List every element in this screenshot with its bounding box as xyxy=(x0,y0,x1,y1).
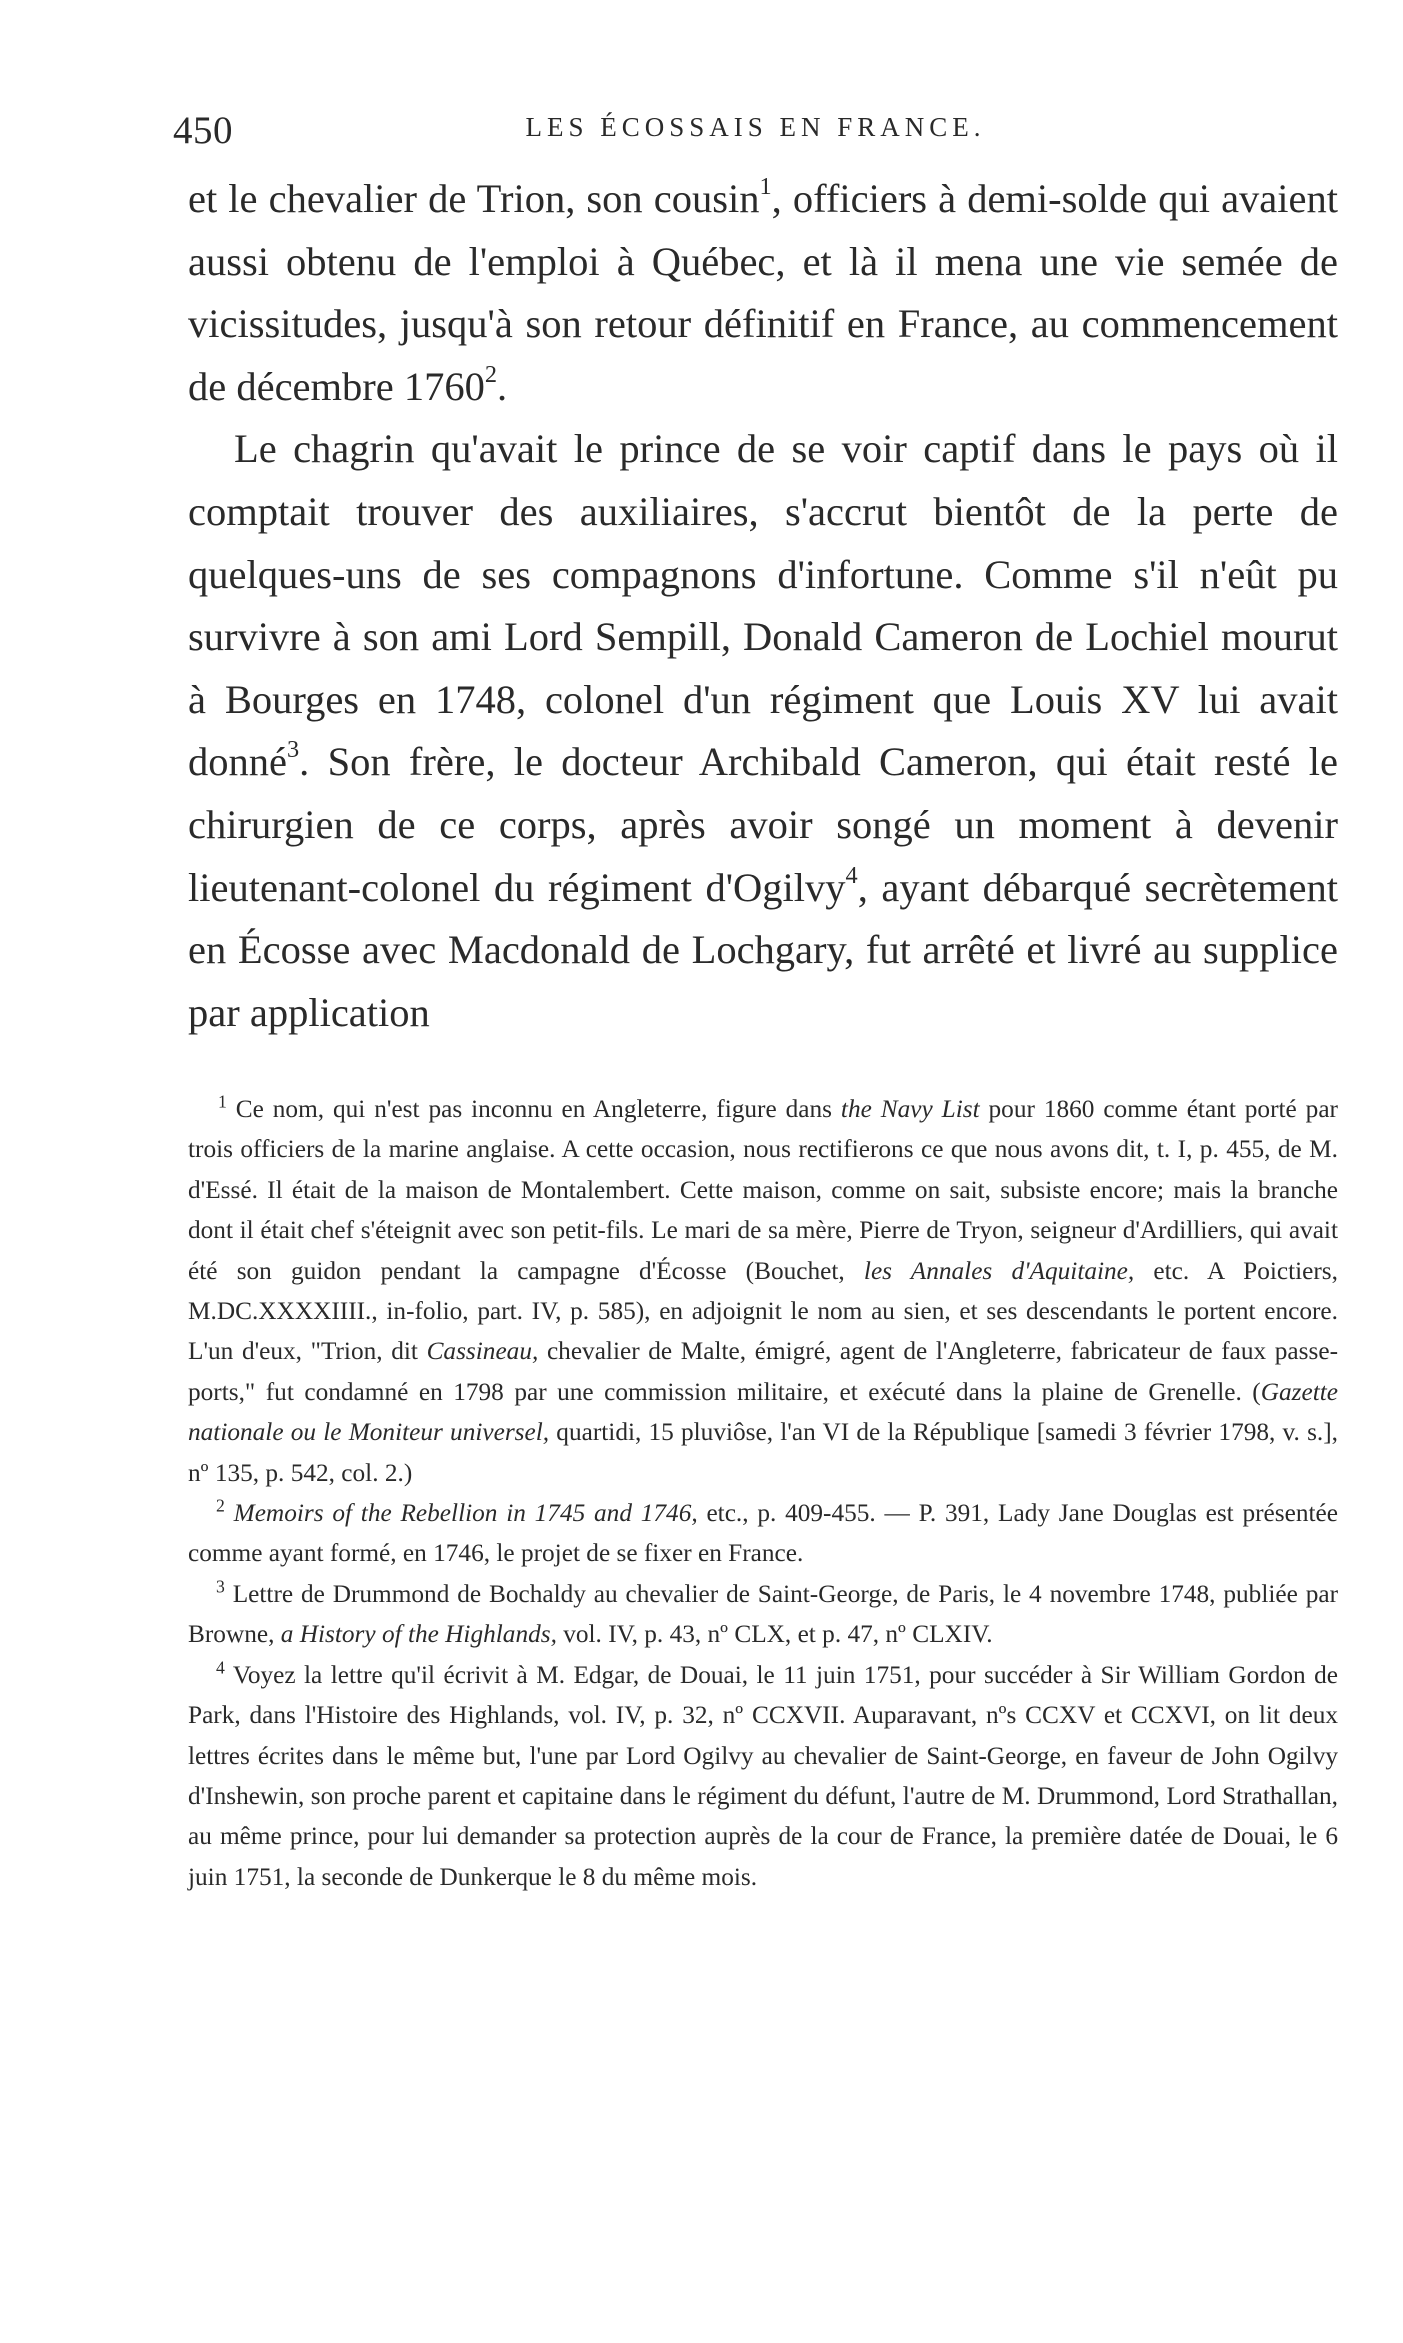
footnote-ref-2: 2 xyxy=(484,360,498,388)
footnote-text: Lettre de Drummond de Bochaldy au chevalier de Saint-George, de Paris, le 4 novembre 1748, publiée par Browne, xyxy=(188,1579,1338,1649)
footnote-text: quartidi, 15 pluviôse, l'an VI de la République [samedi 3 février 1798, v. s.], nº 135, p. 542, col. 2.) xyxy=(188,1418,1338,1487)
footnote-ref-4: 4 xyxy=(845,861,858,889)
footnote-mark: 1 xyxy=(218,1091,227,1112)
footnote-text: chevalier de Malte, émigré, agent de l'Angleterre, fabricateur de faux passe-ports," fut condamné en 1798 par une commission militaire, et exécuté dans la plaine de Grenelle. ( xyxy=(188,1337,1339,1406)
footnote-italic: Cassineau, xyxy=(426,1337,539,1366)
footnote-text: pour 1860 comme étant porté par trois officiers de la marine anglaise. A cette occasion, nous rectifierons ce que nous avons dit, t. I, p. 455, de M. d'Essé. Il était de la maison de Montalembert. Cette maison, comme on sait, subsiste encore; mais la branche dont il était chef s'éteignit avec son petit-fils. Le mari de sa mère, Pierre de Tryon, seigneur d'Ardilliers, qui avait été son guidon pendant la campagne d'Écosse (Bouchet, xyxy=(188,1095,1338,1285)
footnote-italic: a History of the Highlands, xyxy=(280,1620,557,1649)
main-text xyxy=(188,168,1338,1044)
footnote-text: Ce nom, qui n'est pas inconnu en Angleterre, figure dans xyxy=(235,1095,841,1123)
footnote-ref-3: 3 xyxy=(286,736,300,764)
footnote-3 xyxy=(188,1574,1338,1655)
footnote-text: vol. IV, p. 43, nº CLX, et p. 47, nº CLXIV. xyxy=(556,1620,993,1649)
footnote-text: Voyez la lettre qu'il écrivit à M. Edgar, de Douai, le 11 juin 1751, pour succéder à Sir William Gordon de Park, dans l'Histoire des Highlands, vol. IV, p. 32, nº CCXVII. Auparavant, nºs CCXV et CCXVI, on lit deux lettres écrites dans le même but, l'une par Lord Ogilvy au chevalier de Saint-George, en faveur de John Ogilvy d'Inshewin, son proche parent et capitaine dans le régiment du défunt, l'autre de M. Drummond, Lord Strathallan, au même prince, pour lui demander sa protection auprès de la cour de France, la première datée de Douai, le 6 juin 1751, la seconde de Dunkerque le 8 du même mois. xyxy=(188,1660,1338,1891)
footnote-italic: les Annales d'Aquitaine, xyxy=(863,1256,1135,1285)
footnotes xyxy=(188,1089,1338,1897)
page-number: 450 xyxy=(173,109,233,152)
footnote-italic: Memoirs of the Rebellion in 1745 and 1746, xyxy=(233,1499,698,1528)
text-run: Le chagrin qu'avait le prince de se voir captif dans le pays où il comptait trouver des auxiliaires, s'accrut bientôt de la perte de quelques-uns de ses compagnons d'infortune. Comme s'il n'eût pu survivre à son ami Lord Sempill, Donald Cameron de Lochiel mourut à Bourges en 1748, colonel d'un régiment que Louis XV lui avait donné xyxy=(188,426,1338,785)
footnote-italic: the Navy List xyxy=(840,1095,980,1123)
text-run: , ayant débarqué secrètement en Écosse avec Macdonald de Lochgary, fut arrêté et livré au supplice par application xyxy=(188,864,1338,1035)
footnote-mark: 3 xyxy=(216,1576,225,1597)
text-run: . xyxy=(497,363,508,409)
running-title: LES ÉCOSSAIS EN FRANCE. xyxy=(525,112,986,142)
footnote-mark: 4 xyxy=(216,1656,225,1677)
footnote-mark: 2 xyxy=(216,1495,225,1516)
footnote-4 xyxy=(188,1655,1338,1897)
paragraph-1 xyxy=(188,168,1338,418)
footnote-1 xyxy=(188,1089,1338,1493)
footnote-italic: Gazette nationale ou le Moniteur universel, xyxy=(188,1377,1338,1447)
page-header xyxy=(173,108,1338,158)
paragraph-2 xyxy=(188,418,1338,1044)
footnote-text: etc., p. 409-455. — P. 391, Lady Jane Douglas est présentée comme ayant formé, en 1746, le projet de se fixer en France. xyxy=(188,1499,1338,1568)
footnote-text: etc. A Poictiers, M.DC.XXXXIIII., in-folio, part. IV, p. 585), en adjoignit le nom au sien, et ses descendants le portent encore. L'un d'eux, "Trion, dit xyxy=(188,1256,1338,1366)
text-run: , officiers à demi-solde qui avaient aussi obtenu de l'emploi à Québec, et là il mena une vie semée de vicissitudes, jusqu'à son retour définitif en France, au commencement de décembre 1760 xyxy=(188,176,1339,409)
footnote-ref-1: 1 xyxy=(759,172,772,200)
text-run: et le chevalier de Trion, son cousin xyxy=(188,176,760,221)
text-run: . Son frère, le docteur Archibald Cameron, qui était resté le chirurgien de ce corps, après avoir songé un moment à devenir lieutenant-colonel du régiment d'Ogilvy xyxy=(188,739,1338,910)
footnote-2 xyxy=(188,1493,1338,1574)
